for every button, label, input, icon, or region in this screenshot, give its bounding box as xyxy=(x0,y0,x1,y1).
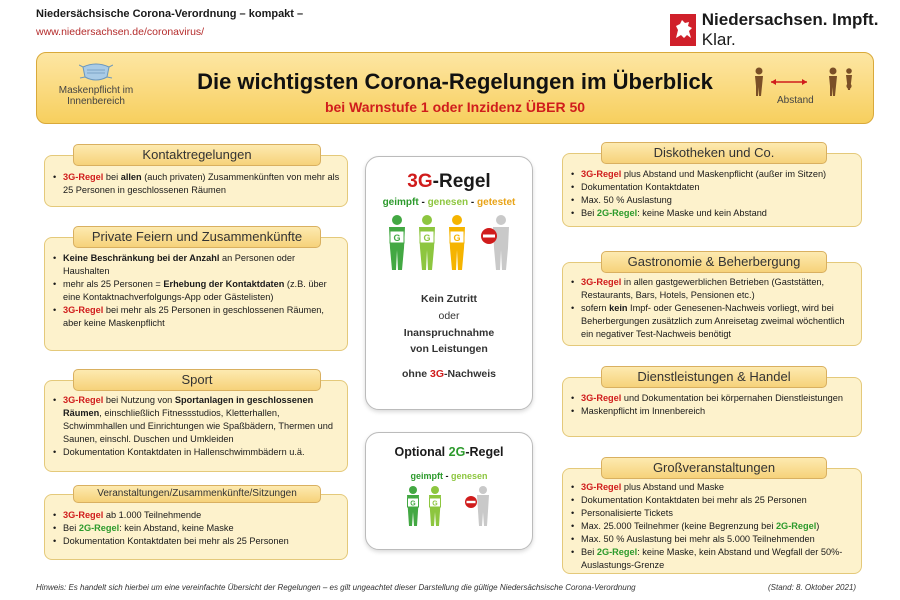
list-item: • Bei 2G-Regel: kein Abstand, keine Maske xyxy=(53,522,341,535)
list-item: • sofern kein Impf- oder Genesenen-Nachweis vorliegt, wird bei Beherbergungen zusätzlich zum Anreisetag zweimal wöchentlich ein negativer Test-Nachweis benötigt xyxy=(571,302,855,341)
distance-label: Abstand xyxy=(777,95,814,106)
card-private-feiern xyxy=(44,229,348,351)
list-item: • Bei 2G-Regel: keine Maske und kein Abstand xyxy=(571,207,855,220)
person-icon xyxy=(389,215,405,270)
main-title: Die wichtigsten Corona-Regelungen im Überblick xyxy=(197,69,713,94)
person-icon xyxy=(407,486,419,526)
footer-date: (Stand: 8. Oktober 2021) xyxy=(768,583,857,592)
list-item: • 3G-Regel ab 1.000 Teilnehmende xyxy=(53,509,341,522)
card-title: Sport xyxy=(73,369,321,391)
2g-people-illustration xyxy=(399,485,499,527)
stop-icon xyxy=(465,496,477,508)
person-icon xyxy=(449,215,465,270)
list-item: • Personalisierte Tickets xyxy=(571,507,855,520)
card-diskotheken xyxy=(562,145,862,227)
list-item: • mehr als 25 Personen = Erhebung der Kontaktdaten (z.B. über eine Kontaktnachverfolgungs-App oder Gästelisten) xyxy=(53,278,341,304)
card-dienstleistungen xyxy=(562,369,862,437)
2g-title: Optional 2G-Regel xyxy=(394,445,504,459)
footer-disclaimer: Hinweis: Es handelt sich hierbei um eine vereinfachte Übersicht der Regelungen – es gilt ungeachtet dieser Darstellung die gültige Niedersächsische Corona-Verordnung xyxy=(36,583,636,592)
card-title: Diskotheken und Co. xyxy=(601,142,827,164)
mask-label: Maskenpflicht im Innenbereich xyxy=(58,85,134,107)
card-kontaktregelungen xyxy=(44,147,348,207)
state-coat-of-arms-icon xyxy=(670,14,696,46)
brand-logo-block xyxy=(670,10,900,50)
svg-text:G: G xyxy=(423,233,431,243)
list-item: • Keine Beschränkung bei der Anzahl an Personen oder Haushalten xyxy=(53,252,341,278)
list-item: • Dokumentation Kontaktdaten bei mehr als 25 Personen xyxy=(53,535,341,548)
svg-text:G: G xyxy=(393,233,401,243)
stop-icon xyxy=(481,228,497,244)
card-title: Gastronomie & Beherbergung xyxy=(601,251,827,273)
card-grossveranstaltungen xyxy=(562,460,862,574)
person-icon xyxy=(419,215,435,270)
list-item: • Dokumentation Kontaktdaten in Hallenschwimmbädern u.ä. xyxy=(53,446,341,459)
list-item: • 3G-Regel plus Abstand und Maske xyxy=(571,481,855,494)
card-title: Großveranstaltungen xyxy=(601,457,827,479)
document-heading: Niedersächsische Corona-Verordnung – kompakt – xyxy=(36,8,304,20)
person-icon xyxy=(477,486,489,526)
3g-people-illustration xyxy=(379,214,519,272)
list-item: • Max. 50 % Auslastung xyxy=(571,194,855,207)
person-icon xyxy=(429,486,441,526)
2g-rule-panel xyxy=(365,432,533,550)
svg-text:G: G xyxy=(432,500,438,508)
card-title: Private Feiern und Zusammenkünfte xyxy=(73,226,321,248)
distance-icon xyxy=(749,67,859,97)
list-item: • Max. 50 % Auslastung bei mehr als 5.000 Teilnehmenden xyxy=(571,533,855,546)
website-link[interactable]: www.niedersachsen.de/coronavirus/ xyxy=(36,26,205,38)
list-item: • Dokumentation Kontaktdaten bei mehr als 25 Personen xyxy=(571,494,855,507)
person-icon xyxy=(493,215,509,270)
3g-rule-panel xyxy=(365,156,533,410)
distance-illustration xyxy=(749,67,859,117)
list-item: • Max. 25.000 Teilnehmer (keine Begrenzung bei 2G-Regel) xyxy=(571,520,855,533)
card-title: Dienstleistungen & Handel xyxy=(601,366,827,388)
svg-text:G: G xyxy=(453,233,461,243)
warning-level-subtitle: bei Warnstufe 1 oder Inzidenz ÜBER 50 xyxy=(324,99,586,115)
list-item: • Dokumentation Kontaktdaten xyxy=(571,181,855,194)
list-item: • Maskenpflicht im Innenbereich xyxy=(571,405,855,418)
card-veranstaltungen xyxy=(44,488,348,560)
brand-slogan: Niedersachsen. Impft. Klar. xyxy=(701,10,879,49)
list-item: • 3G-Regel und Dokumentation bei körpernahen Dienstleistungen xyxy=(571,392,855,405)
list-item: • 3G-Regel in allen gastgewerblichen Betrieben (Gaststätten, Restaurants, Bars, Hotels, Pensionen etc.) xyxy=(571,276,855,302)
3g-description: Kein Zutritt oder Inanspruchnahme von Leistungen ohne 3G-Nachweis xyxy=(402,293,496,381)
2g-subtitle: geimpft - genesen xyxy=(410,471,488,481)
3g-title: 3G-Regel xyxy=(407,171,491,192)
card-title: Kontaktregelungen xyxy=(73,144,321,166)
list-item: • Bei 2G-Regel: keine Maske, kein Abstand und Wegfall der 50%-Auslastungs-Grenze xyxy=(571,546,855,572)
list-item: • 3G-Regel bei mehr als 25 Personen in geschlossenen Räumen, aber keine Maskenpflicht xyxy=(53,304,341,330)
card-title: Veranstaltungen/Zusammenkünfte/Sitzungen xyxy=(73,485,321,503)
list-item: • 3G-Regel bei allen (auch privaten) Zusammenkünften von mehr als 25 Personen in geschlossenen Räumen xyxy=(53,171,341,197)
list-item: • 3G-Regel plus Abstand und Maskenpflicht (außer im Sitzen) xyxy=(571,168,855,181)
title-banner xyxy=(36,52,874,124)
3g-subtitle: geimpft - genesen - getestet xyxy=(382,197,516,208)
card-gastronomie xyxy=(562,254,862,346)
list-item: • 3G-Regel bei Nutzung von Sportanlagen in geschlossenen Räumen, einschließlich Fitnessstudios, Kletterhallen, Schwimmhallen und Einrichtungen wie Spaßbädern, Thermen und Saunen, einschl. Duschen und Umkleiden xyxy=(53,394,341,446)
card-sport xyxy=(44,372,348,472)
svg-text:G: G xyxy=(410,500,416,508)
